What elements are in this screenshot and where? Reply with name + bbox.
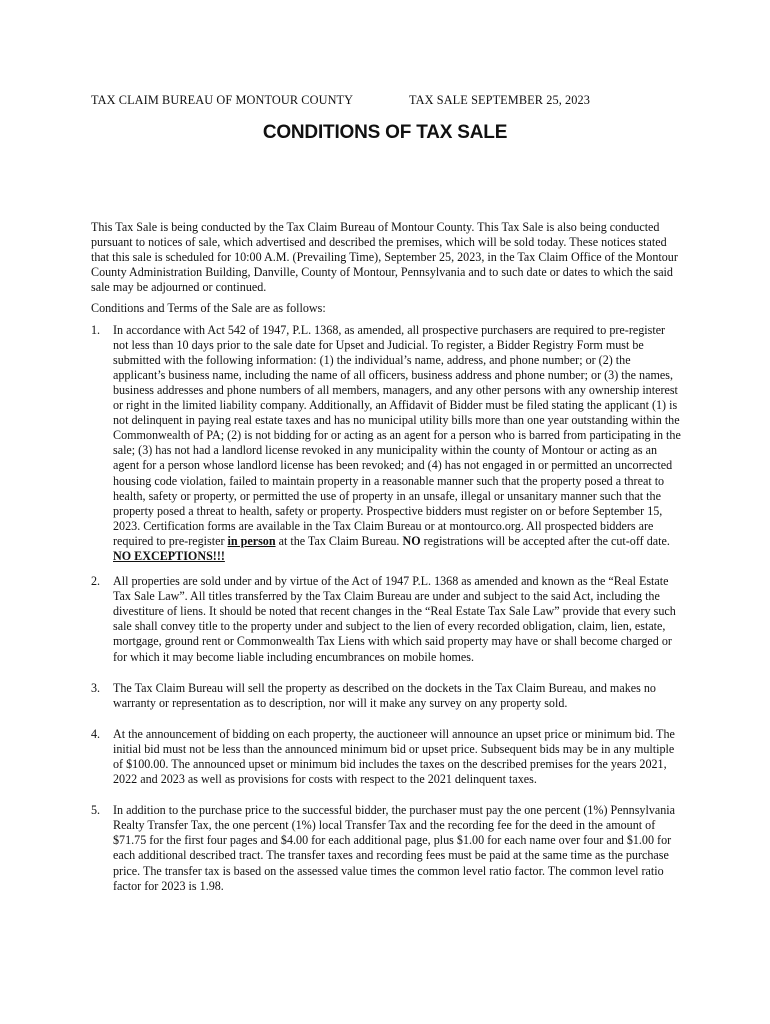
condition-text: At the announcement of bidding on each property, the auctioneer will announce an upset price or minimum bid. The initial bid must not be less than the announced minimum bid or upset price. Subsequent bids may be in any multiple of $100.00. The announced upset or minimum bid includes the taxes on the described premises for the years 2021, 2022 and 2023 as well as provisions for costs with respect to the 2021 delinquent taxes. <box>113 726 675 787</box>
header-sale-date: TAX SALE SEPTEMBER 25, 2023 <box>409 93 591 107</box>
condition-item-4 <box>91 727 681 787</box>
intro-paragraph: This Tax Sale is being conducted by the Tax Claim Bureau of Montour County. This Tax Sale is also being conducted pursuant to notices of sale, which advertised and described the premises, which will be sold today. These notices stated that this sale is scheduled for 10:00 A.M. (Prevailing Time), September 25, 2023, in the Tax Claim Office of the Montour County Administration Building, Danville, County of Montour, Pennsylvania and to such date or dates to which the said sale may be adjourned or continued. <box>91 220 678 295</box>
condition-number: 3. <box>91 680 101 695</box>
condition-text: In addition to the purchase price to the successful bidder, the purchaser must pay the one percent (1%) Pennsylvania Realty Transfer Tax, the one percent (1%) local Transfer Tax and the recording fee for the deed in the amount of $71.75 for the first four pages and $4.00 for each additional page, plus $1.00 for each name over four and $1.00 for each additional described tract. The transfer taxes and recording fees must be paid at the same time as the purchase price. The transfer tax is based on the assessed value times the common level ratio factor. The common level ratio factor for 2023 is 1.98. <box>113 803 676 893</box>
condition-item-5 <box>91 803 681 894</box>
condition-number: 5. <box>91 803 101 818</box>
condition-text: All properties are sold under and by virtue of the Act of 1947 P.L. 1368 as amended and known as the “Real Estate Tax Sale Law”. All titles transferred by the Tax Claim Bureau are under and subject to the said Act, including the divestiture of liens. It should be noted that recent changes in the “Real Estate Tax Sale Law” provide that every such sale shall convey title to the property under and subject to the lien of every recorded obligation, claim, lien, estate, mortgage, ground rent or Commonwealth Tax Liens with which said property may have or shall become charged or for which it may become liable including encumbrances on mobile homes. <box>113 574 676 664</box>
no-exceptions-emphasis: NO EXCEPTIONS!!! <box>113 548 225 563</box>
in-person-emphasis: in person <box>227 533 276 548</box>
condition-text-cont: at the Tax Claim Bureau. <box>275 533 403 548</box>
condition-item-3 <box>91 681 681 711</box>
condition-text: The Tax Claim Bureau will sell the property as described on the dockets in the Tax Claim Bureau, and makes no warranty or representation as to description, nor will it make any survey on any property sold. <box>113 680 656 710</box>
conditions-heading: Conditions and Terms of the Sale are as follows: <box>91 301 326 316</box>
condition-text: In accordance with Act 542 of 1947, P.L. 1368, as amended, all prospective purchasers are required to pre-register not less than 10 days prior to the sale date for Upset and Judicial. To register, a Bidder Registry Form must be submitted with the following information: (1) the individual’s name, address, and phone number; or (2) the applicant’s business name, including the name of all officers, business address and phone number; or (3) the names, business addresses and phone numbers of all members, managers, and any other persons with any ownership interest or right in the limited liability company. Additionally, an Affidavit of Bidder must be filed stating the applicant (1) is not delinquent in paying real estate taxes and has no municipal utility bills more than one year outstanding within the Commonwealth of PA; (2) is not bidding for or acting as an agent for a person who is barred from participating in the sale; (3) has not had a landlord license revoked in any municipality within the county of Montour or acting as an agent for a person whose landlord license has been revoked; and (4) has not engaged in or permitted an uncorrected housing code violation, failed to maintain property in a reasonable manner such that the property posed a threat to health, safety or property, or permitted the use of property in an unsafe, illegal or unsanitary manner such that the property posed a threat to health, safety or property. Prospective bidders must register on or before September 15, 2023. Certification forms are available in the Tax Claim Bureau or at montourco.org. All prospected bidders are required to pre-register <box>113 322 681 548</box>
condition-number: 2. <box>91 574 101 589</box>
condition-number: 1. <box>91 322 101 337</box>
header-bureau: TAX CLAIM BUREAU OF MONTOUR COUNTY <box>91 93 354 107</box>
condition-number: 4. <box>91 726 101 741</box>
condition-text-cont-2: registrations will be accepted after the cut-off date. <box>420 533 670 548</box>
condition-item-2 <box>91 574 681 665</box>
document-body <box>91 220 681 904</box>
condition-item-1 <box>91 323 681 565</box>
no-emphasis: NO <box>402 533 421 548</box>
page-title: CONDITIONS OF TAX SALE <box>262 122 508 143</box>
